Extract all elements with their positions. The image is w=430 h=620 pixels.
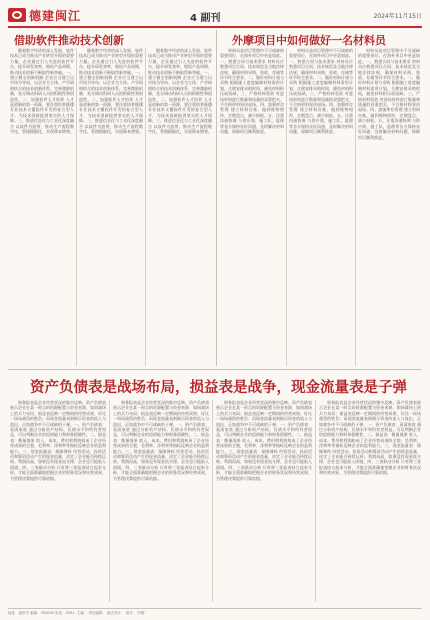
article-body-right-top-col3 (358, 48, 420, 366)
page-label: 4 副刊 (190, 13, 221, 24)
paper-name: 德建闽江 (29, 9, 82, 23)
article-body-bottom-col3 (216, 400, 312, 602)
column-divider (315, 400, 316, 602)
article-body-bottom-cont: 财务报表是企业经营状况的集中反映。资产负债表展示企业在某一时点的资源配置与资金来源，如同战场上的兵力布局；损益表反映一定期间的经营成果，好比一场场战役的胜负；而现金流量表则揭示资金的流入与流出，正如战争中不可或缺的子弹。一、资产负债表：看清家底 通过分析资产结构、负债水平和所有者权益，可以判断企业的偿债能力和财务稳健性。二、损益表：衡量战果 收入、成本、费用和利润构成了企业经营成果的全貌，毛利率、净利率等指标反映企业的盈利能力。三、现金流量表：保障弹药 经营活动、投资活动和筹资活动产生的现金流量，决定了企业能否持续运转。利润再高，如果没有现金流支撑，企业也可能陷入困境。四、三表联动分析 只有将三张报表结合起来分析，才能全面准确地把握企业的财务状况和经营成果，为管理决策提供可靠依据。 (113, 400, 209, 481)
section-divider-horizontal (8, 369, 422, 370)
article-body-bottom-cont2: 财务报表是企业经营状况的集中反映。资产负债表展示企业在某一时点的资源配置与资金来源，如同战场上的兵力布局；损益表反映一定期间的经营成果，好比一场场战役的胜负；而现金流量表则揭示资金的流入与流出，正如战争中不可或缺的子弹。一、资产负债表：看清家底 通过分析资产结构、负债水平和所有者权益，可以判断企业的偿债能力和财务稳健性。二、损益表：衡量战果 收入、成本、费用和利润构成了企业经营成果的全貌，毛利率、净利率等指标反映企业的盈利能力。三、现金流量表：保障弹药 经营活动、投资活动和筹资活动产生的现金流量，决定了企业能否持续运转。利润再高，如果没有现金流支撑，企业也可能陷入困境。四、三表联动分析 只有将三张报表结合起来分析，才能全面准确地把握企业的财务状况和经营成果，为管理决策提供可靠依据。 (216, 400, 312, 481)
article-body-bottom-col2 (113, 400, 209, 602)
article-body-left-top-col2 (79, 48, 143, 366)
column-divider (355, 48, 356, 366)
column-divider (212, 400, 213, 602)
article-body-right-top-cont: 材料员是项目管理中不可或缺的重要岗位，在海外项目中更是如此。一、熟悉合同与技术要求 材料员应熟悉项目合同、技术规范及当地法律法规，确保材料采购、验收、存储等环节符合要求。二、做好材料计划与采购 根据施工进度编制材料需用计划，合理安排采购时间，避免材料积压或短缺。三、严格材料验收 对进场材料进行数量和质量的双重把关，不合格材料坚决退场。四、加强库存管理 建立材料台账，做到账物相符，定期盘点，减少损耗。五、注重沟通协调 与供应商、施工队、监理等各方保持良好沟通，及时解决材料问题，保障项目顺利推进。 (289, 48, 353, 135)
article-body-bottom-cont3: 财务报表是企业经营状况的集中反映。资产负债表展示企业在某一时点的资源配置与资金来源，如同战场上的兵力布局；损益表反映一定期间的经营成果，好比一场场战役的胜负；而现金流量表则揭示资金的流入与流出，正如战争中不可或缺的子弹。一、资产负债表：看清家底 通过分析资产结构、负债水平和所有者权益，可以判断企业的偿债能力和财务稳健性。二、损益表：衡量战果 收入、成本、费用和利润构成了企业经营成果的全貌，毛利率、净利率等指标反映企业的盈利能力。三、现金流量表：保障弹药 经营活动、投资活动和筹资活动产生的现金流量，决定了企业能否持续运转。利润再高，如果没有现金流支撑，企业也可能陷入困境。四、三表联动分析 只有将三张报表结合起来分析，才能全面准确地把握企业的财务状况和经营成果，为管理决策提供可靠依据。 (319, 400, 421, 476)
section-divider (216, 30, 217, 366)
article-body-right-top: 材料员是项目管理中不可或缺的重要岗位，在海外项目中更是如此。一、熟悉合同与技术要求 材料员应熟悉项目合同、技术规范及当地法律法规，确保材料采购、验收、存储等环节符合要求。二、做好材料计划与采购 根据施工进度编制材料需用计划，合理安排采购时间，避免材料积压或短缺。三、严格材料验收 对进场材料进行数量和质量的双重把关，不合格材料坚决退场。四、加强库存管理 建立材料台账，做到账物相符，定期盘点，减少损耗。五、注重沟通协调 与供应商、施工队、监理等各方保持良好沟通，及时解决材料问题，保障项目顺利推进。 (220, 48, 284, 135)
article-body-right-top-cont2: 材料员是项目管理中不可或缺的重要岗位，在海外项目中更是如此。一、熟悉合同与技术要求 材料员应熟悉项目合同、技术规范及当地法律法规，确保材料采购、验收、存储等环节符合要求。二、做好材料计划与采购 根据施工进度编制材料需用计划，合理安排采购时间，避免材料积压或短缺。三、严格材料验收 对进场材料进行数量和质量的双重把关，不合格材料坚决退场。四、加强库存管理 建立材料台账，做到账物相符，定期盘点，减少损耗。五、注重沟通协调 与供应商、施工队、监理等各方保持良好沟通，及时解决材料问题，保障项目顺利推进。 (358, 48, 420, 140)
masthead (8, 6, 422, 28)
article-body-left-top: 随着数字经济的深入发展，软件技术已成为推动产业转型升级的重要力量。企业通过引入先进的软件平台，提升研发效率，缩短产品周期，推动技术创新不断取得新突破。一、建立健全创新机制 企业应当建立以市场为导向、以企业为主体、产学研相结合的技术创新体系，完善激励机制，充分调动科研人员的积极性和创造性。二、加强软件人才培养 人才是创新的第一资源，要注重培养既懂专业技术又懂软件开发的复合型人才，为技术创新提供坚实的人才保障。三、推进信息化与工业化深度融合 以软件为纽带，推动生产流程数字化、管理精细化，实现降本增效。 (10, 48, 74, 135)
article-body-right-top-col1 (220, 48, 284, 366)
article-body-bottom-col4 (319, 400, 421, 602)
issue-date: 2024年11月15日 (373, 13, 422, 20)
column-divider (145, 48, 146, 366)
article-body-bottom-col1 (10, 400, 106, 602)
article-body-bottom: 财务报表是企业经营状况的集中反映。资产负债表展示企业在某一时点的资源配置与资金来源，如同战场上的兵力布局；损益表反映一定期间的经营成果，好比一场场战役的胜负；而现金流量表则揭示资金的流入与流出，正如战争中不可或缺的子弹。一、资产负债表：看清家底 通过分析资产结构、负债水平和所有者权益，可以判断企业的偿债能力和财务稳健性。二、损益表：衡量战果 收入、成本、费用和利润构成了企业经营成果的全貌，毛利率、净利率等指标反映企业的盈利能力。三、现金流量表：保障弹药 经营活动、投资活动和筹资活动产生的现金流量，决定了企业能否持续运转。利润再高，如果没有现金流支撑，企业也可能陷入困境。四、三表联动分析 只有将三张报表结合起来分析，才能全面准确地把握企业的财务状况和经营成果，为管理决策提供可靠依据。 (10, 400, 106, 481)
column-divider (109, 400, 110, 602)
column-divider (76, 48, 77, 366)
article-body-left-top-col3 (148, 48, 212, 366)
article-body-left-top-cont2: 随着数字经济的深入发展，软件技术已成为推动产业转型升级的重要力量。企业通过引入先进的软件平台，提升研发效率，缩短产品周期，推动技术创新不断取得新突破。一、建立健全创新机制 企业应当建立以市场为导向、以企业为主体、产学研相结合的技术创新体系，完善激励机制，充分调动科研人员的积极性和创造性。二、加强软件人才培养 人才是创新的第一资源，要注重培养既懂专业技术又懂软件开发的复合型人才，为技术创新提供坚实的人才保障。三、推进信息化与工业化深度融合 以软件为纽带，推动生产流程数字化、管理精细化，实现降本增效。 (148, 48, 212, 135)
column-divider (286, 48, 287, 366)
article-body-left-top-col1 (10, 48, 74, 366)
company-logo-icon (8, 8, 26, 22)
article-body-right-top-col2 (289, 48, 353, 366)
article-title-bottom: 资产负债表是战场布局，损益表是战争，现金流量表是子弹 (30, 380, 407, 396)
article-title-left-top: 借助软件推动技术创新 (14, 34, 124, 47)
page-footer: 地址：福州市 邮编：350000 电话：0591- 主编： 责任编辑： 版式设计： 校对： 印刷： (8, 608, 422, 616)
article-title-right-top: 外摩项目中如何做好一名材料员 (232, 34, 386, 47)
article-body-left-top-cont: 随着数字经济的深入发展，软件技术已成为推动产业转型升级的重要力量。企业通过引入先进的软件平台，提升研发效率，缩短产品周期，推动技术创新不断取得新突破。一、建立健全创新机制 企业应当建立以市场为导向、以企业为主体、产学研相结合的技术创新体系，完善激励机制，充分调动科研人员的积极性和创造性。二、加强软件人才培养 人才是创新的第一资源，要注重培养既懂专业技术又懂软件开发的复合型人才，为技术创新提供坚实的人才保障。三、推进信息化与工业化深度融合 以软件为纽带，推动生产流程数字化、管理精细化，实现降本增效。 (79, 48, 143, 135)
